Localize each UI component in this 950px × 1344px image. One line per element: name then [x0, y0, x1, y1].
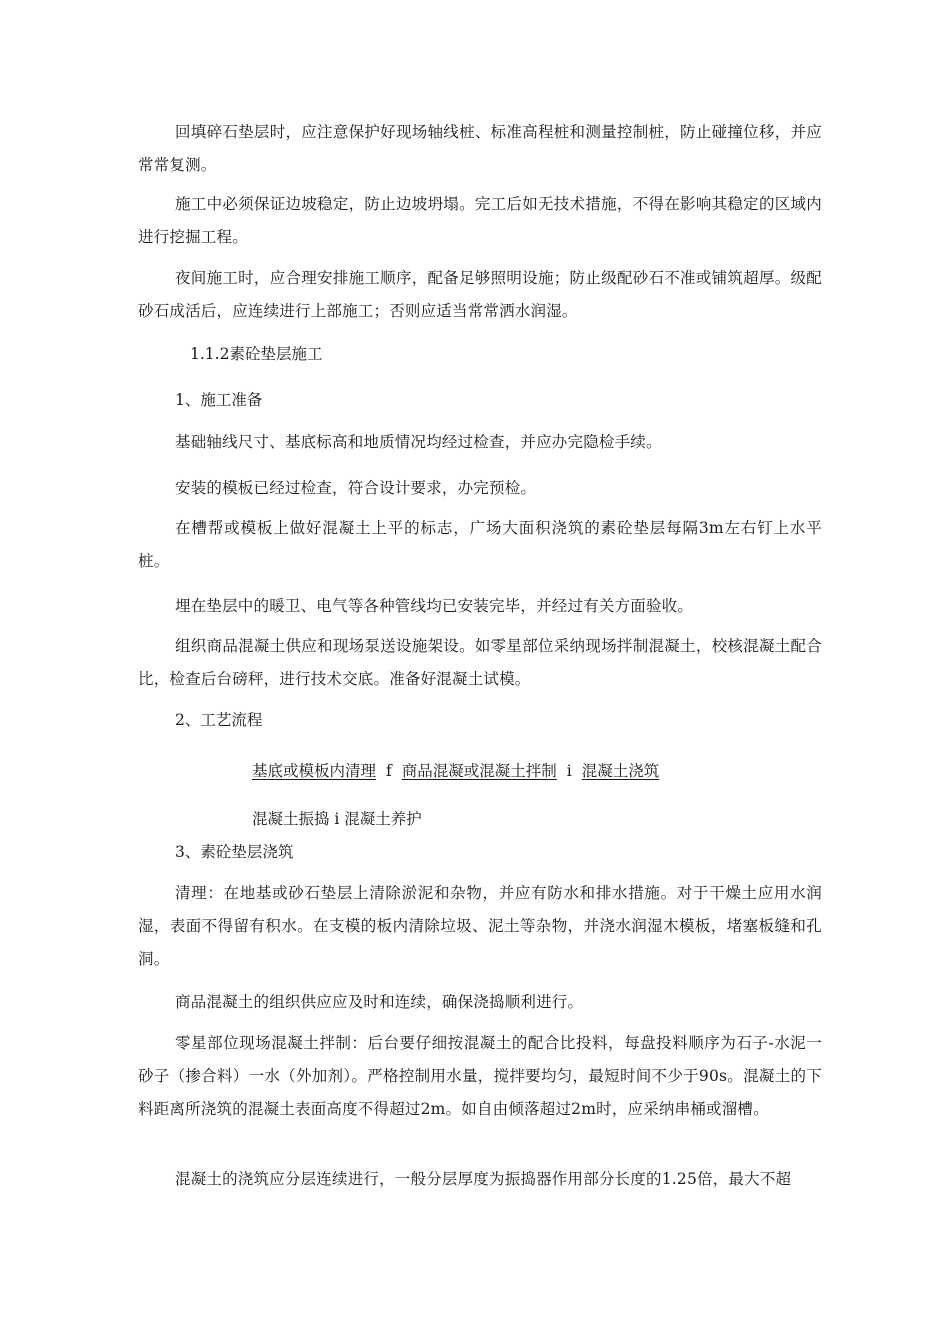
step3-heading: 3、素砼垫层浇筑: [175, 843, 294, 861]
flow-step-mix: 商品混凝或混凝土拌制: [401, 762, 557, 780]
paragraph-backfill-gravel: 回填碎石垫层时，应注意保护好现场轴线桩、标准高程桩和测量控制桩，防止碰撞位移，并应常常复测。: [138, 123, 822, 174]
step1-item-2: 安装的模板已经过检查，符合设计要求，办完预检。: [175, 479, 537, 497]
flow-arrow-1: f: [386, 762, 392, 780]
process-flow-line-2: 混凝土振捣 i 混凝土养护: [252, 810, 422, 828]
step3-item-3: 零星部位现场混凝土拌制：后台要仔细按混凝土的配合比投料，每盘投料顺序为石子-水泥一砂子（掺合料）一水（外加剂）。严格控制用水量，搅拌要均匀，最短时间不少于90s。混凝土的下料距离所浇筑的混凝土表面高度不得超过2m。如自由倾落超过2m时，应采纳串桶或溜槽。: [138, 1034, 822, 1118]
step1-item-1: 基础轴线尺寸、基底标高和地质情况均经过检查，并应办完隐检手续。: [175, 433, 662, 451]
step1-item-3: 在槽帮或模板上做好混凝土上平的标志，广场大面积浇筑的素砼垫层每隔3m左右钉上水平桩。: [138, 519, 822, 570]
step3-item-1: 清理：在地基或砂石垫层上清除淤泥和杂物，并应有防水和排水措施。对于干燥土应用水润湿，表面不得留有积水。在支模的板内清除垃圾、泥土等杂物，并浇水润湿木模板，堵塞板缝和孔洞。: [138, 884, 822, 968]
paragraph-slope-stability: 施工中必须保证边坡稳定，防止边坡坍塌。完工后如无技术措施，不得在影响其稳定的区域内进行挖掘工程。: [138, 195, 822, 246]
step2-heading: 2、工艺流程: [175, 711, 263, 729]
step1-item-5: 组织商品混凝土供应和现场泵送设施架设。如零星部位采纳现场拌制混凝土，校核混凝土配合比，检查后台磅秤，进行技术交底。准备好混凝土试模。: [138, 637, 822, 688]
step1-item-4: 埋在垫层中的暖卫、电气等各种管线均已安装完毕，并经过有关方面验收。: [175, 597, 694, 615]
section-title: 1.1.2素砼垫层施工: [190, 345, 323, 363]
flow-step-clean: 基底或模板内清理: [252, 762, 377, 780]
step1-heading: 1、施工准备: [175, 391, 263, 409]
flow-step-pour: 混凝土浇筑: [581, 762, 660, 780]
step3-item-2: 商品混凝土的组织供应应及时和连续，确保浇捣顺利进行。: [175, 993, 584, 1011]
process-flow-line-1: [252, 759, 659, 783]
paragraph-night-construction: 夜间施工时，应合理安排施工顺序，配备足够照明设施；防止级配砂石不准或铺筑超厚。级配砂石成活后，应连续进行上部施工；否则应适当常常洒水润湿。: [138, 269, 822, 320]
flow-arrow-2: i: [566, 762, 572, 780]
step3-item-4: 混凝土的浇筑应分层连续进行，一般分层厚度为振捣器作用部分长度的1.25倍，最大不超: [175, 1170, 792, 1188]
